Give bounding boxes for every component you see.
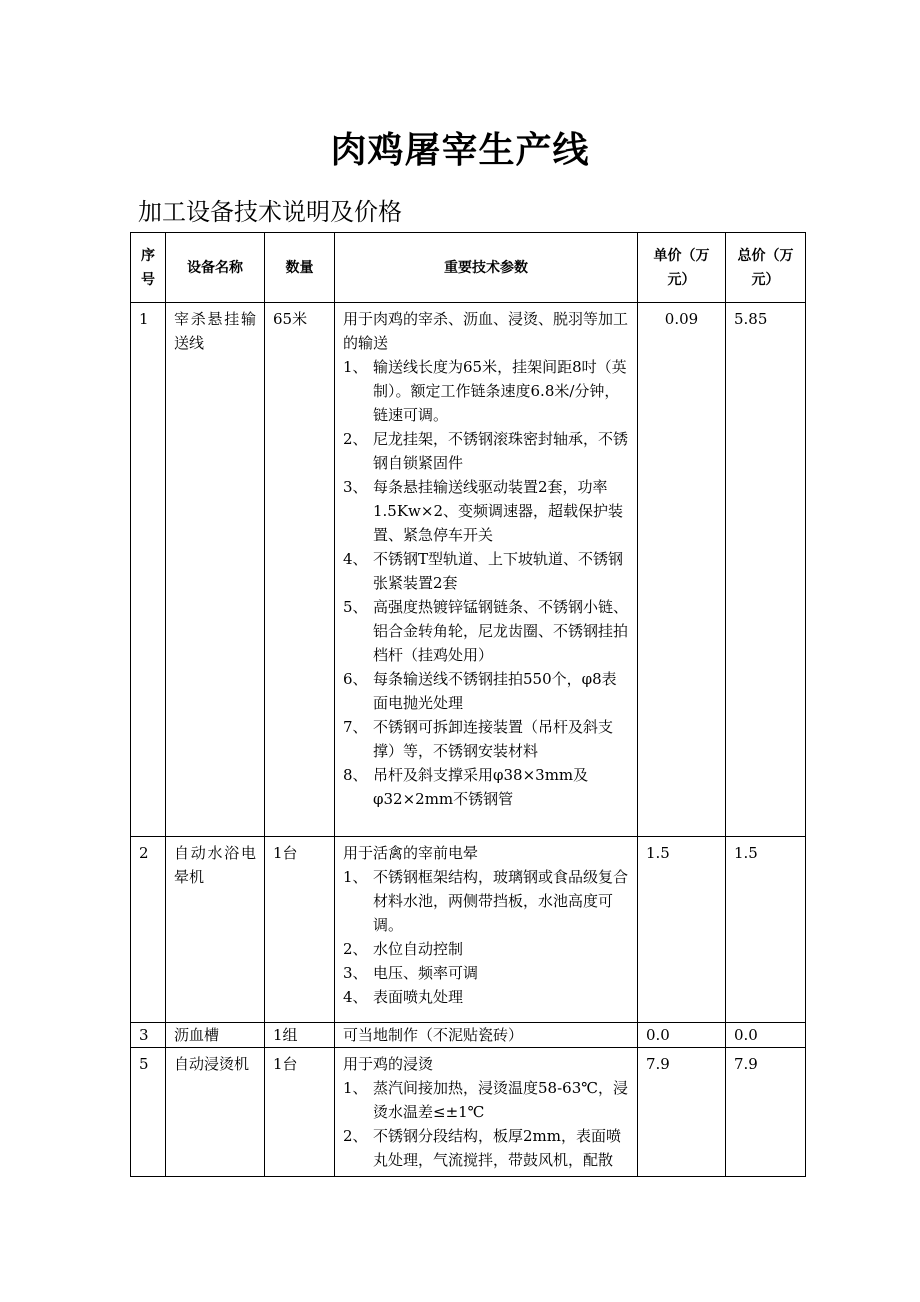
item-index: 8、 [343,766,368,784]
header-name: 设备名称 [166,233,265,303]
params-list [343,1076,629,1172]
list-item [343,547,629,595]
params-intro: 用于肉鸡的宰杀、沥血、浸烫、脱羽等加工的输送 [343,310,629,352]
table-header-row [131,233,806,303]
item-text: 每条输送线不锈钢挂拍550个，φ8表面电抛光处理 [373,670,617,712]
cell-seq: 3 [131,1023,166,1048]
header-params: 重要技术参数 [335,233,638,303]
params-intro: 用于活禽的宰前电晕 [343,844,479,862]
list-item [343,865,629,937]
list-item [343,763,629,811]
item-text: 表面喷丸处理 [373,988,464,1006]
params-list [343,355,629,811]
table-row [131,1048,806,1177]
cell-unit-price: 7.9 [638,1048,726,1177]
item-index: 1、 [343,1079,368,1097]
list-item [343,985,629,1009]
item-index: 5、 [343,598,368,616]
list-item [343,355,629,427]
item-text: 水位自动控制 [373,940,464,958]
list-item [343,1076,629,1124]
params-intro: 用于鸡的浸烫 [343,1055,434,1073]
cell-name: 宰杀悬挂输送线 [166,303,265,837]
item-index: 2、 [343,430,368,448]
item-index: 3、 [343,964,368,982]
equipment-table [130,232,806,1177]
list-item [343,1124,629,1172]
item-index: 4、 [343,550,368,568]
table-row [131,1023,806,1048]
cell-name: 沥血槽 [166,1023,265,1048]
list-item [343,715,629,763]
cell-name: 自动水浴电晕机 [166,837,265,1023]
list-item [343,475,629,547]
section-subtitle: 加工设备技术说明及价格 [138,198,402,226]
cell-params: 可当地制作（不泥贴瓷砖） [335,1023,638,1048]
cell-total-price: 0.0 [726,1023,806,1048]
header-total-price: 总价（万元） [726,233,806,303]
list-item [343,427,629,475]
params-list [343,865,629,1009]
cell-unit-price: 0.0 [638,1023,726,1048]
item-text: 蒸汽间接加热，浸烫温度58-63℃，浸烫水温差≤±1℃ [373,1079,629,1121]
item-index: 7、 [343,718,368,736]
cell-params [335,303,638,837]
cell-name: 自动浸烫机 [166,1048,265,1177]
cell-qty: 1台 [265,837,335,1023]
list-item [343,595,629,667]
item-text: 不锈钢分段结构，板厚2mm，表面喷丸处理，气流搅拌，带鼓风机，配散 [373,1127,621,1169]
item-index: 2、 [343,1127,368,1145]
cell-qty: 1组 [265,1023,335,1048]
cell-params [335,837,638,1023]
header-unit-price: 单价（万元） [638,233,726,303]
cell-seq: 1 [131,303,166,837]
table-row [131,837,806,1023]
item-index: 1、 [343,358,368,376]
header-qty: 数量 [265,233,335,303]
cell-params [335,1048,638,1177]
page-title: 肉鸡屠宰生产线 [330,130,590,171]
item-text: 吊杆及斜支撑采用φ38×3mm及φ32×2mm不锈钢管 [373,766,589,808]
item-index: 1、 [343,868,368,886]
cell-total-price: 1.5 [726,837,806,1023]
item-index: 3、 [343,478,368,496]
item-text: 每条悬挂输送线驱动装置2套，功率1.5Kw×2、变频调速器，超载保护装置、紧急停车开关 [373,478,624,544]
item-index: 6、 [343,670,368,688]
item-text: 不锈钢框架结构，玻璃钢或食品级复合材料水池，两侧带挡板，水池高度可调。 [373,868,629,934]
cell-total-price: 5.85 [726,303,806,837]
item-text: 高强度热镀锌锰钢链条、不锈钢小链、铝合金转角轮，尼龙齿圈、不锈钢挂拍档杆（挂鸡处用） [373,598,629,664]
item-text: 电压、频率可调 [373,964,479,982]
cell-unit-price: 0.09 [638,303,726,837]
item-text: 输送线长度为65米，挂架间距8吋（英制）。额定工作链条速度6.8米/分钟，链速可调。 [373,358,627,424]
item-text: 不锈钢可拆卸连接装置（吊杆及斜支撑）等，不锈钢安装材料 [373,718,614,760]
list-item [343,937,629,961]
table-row [131,303,806,837]
cell-qty: 1台 [265,1048,335,1177]
item-index: 2、 [343,940,368,958]
cell-seq: 2 [131,837,166,1023]
cell-total-price: 7.9 [726,1048,806,1177]
item-text: 尼龙挂架，不锈钢滚珠密封轴承，不锈钢自锁紧固件 [373,430,629,472]
list-item [343,961,629,985]
cell-unit-price: 1.5 [638,837,726,1023]
list-item [343,667,629,715]
header-seq: 序号 [131,233,166,303]
item-index: 4、 [343,988,368,1006]
item-text: 不锈钢T型轨道、上下坡轨道、不锈钢张紧装置2套 [373,550,624,592]
cell-seq: 5 [131,1048,166,1177]
cell-qty: 65米 [265,303,335,837]
